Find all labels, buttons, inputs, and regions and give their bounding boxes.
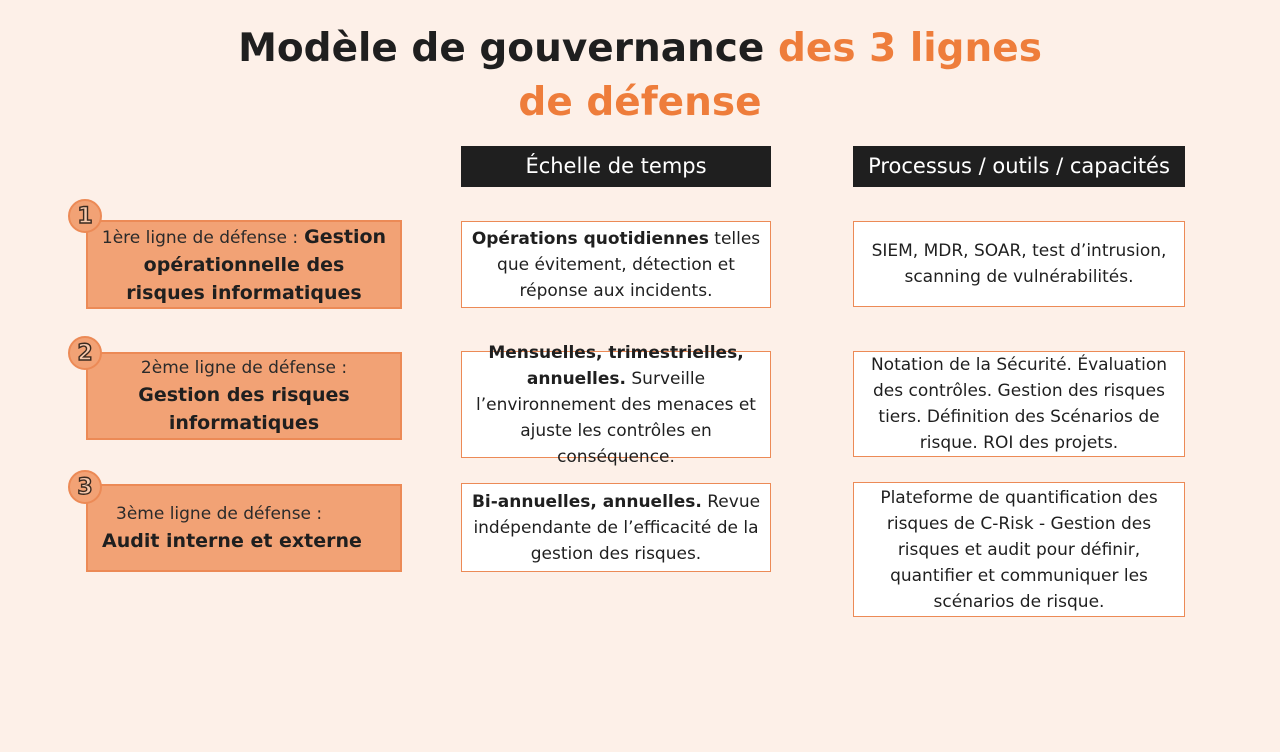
time-scale-bold-1: Opérations quotidiennes: [471, 228, 709, 249]
line-3-label: 3ème ligne de défense :: [116, 504, 323, 524]
time-scale-text-3: [468, 489, 764, 567]
column-header-time-scale: Échelle de temps: [461, 146, 771, 187]
number-badge-3: 3: [68, 470, 102, 504]
line-1-first-row: [96, 223, 392, 251]
process-cell-1: [853, 221, 1185, 307]
line-1-box: [86, 220, 402, 309]
column-header-processes: Processus / outils / capacités: [853, 146, 1185, 187]
process-cell-3: [853, 482, 1185, 617]
process-text-3: Plateforme de quantification des risques de C-Risk - Gestion des risques et audit pour définir, quantifier et communiquer les scénarios de risque.: [880, 487, 1158, 612]
time-scale-text-1: [468, 226, 764, 304]
time-scale-cell-3: [461, 483, 771, 572]
line-1-label: 1ère ligne de défense :: [101, 227, 299, 248]
time-scale-rest-1: telles que évitement, détection et réponse aux incidents.: [497, 228, 761, 301]
time-scale-bold-3: Bi-annuelles, annuelles.: [471, 491, 702, 512]
line-2-title: Gestion des risques informatiques: [138, 384, 350, 434]
line-3-title: Audit interne et externe: [102, 530, 362, 552]
number-badge-1: 1: [68, 199, 102, 233]
time-scale-cell-1: [461, 221, 771, 308]
line-2-label: 2ème ligne de défense :: [140, 358, 348, 378]
page-title: [0, 22, 1280, 130]
time-scale-cell-2: [461, 342, 771, 467]
line-2-box: [86, 352, 402, 440]
title-part-2: des 3 lignes: [777, 26, 1042, 71]
line-1-title-rest: opérationnelle des risques informatiques: [126, 253, 362, 304]
number-badge-2: 2: [68, 336, 102, 370]
time-scale-rest-2: Surveille l’environnement des menaces et ajuste les contrôles en conséquence.: [476, 368, 756, 467]
time-scale-bold-2: Mensuelles, trimestrielles, annuelles.: [488, 342, 744, 389]
process-text-1: SIEM, MDR, SOAR, test d’intrusion, scanning de vulnérabilités.: [871, 241, 1167, 287]
title-part-1: Modèle de gouvernance: [238, 26, 778, 71]
time-scale-text-2: [468, 340, 764, 470]
time-scale-rest-3: Revue indépendante de l’efficacité de la gestion des risques.: [473, 491, 761, 564]
title-part-3: de défense: [518, 80, 762, 125]
process-cell-2: [853, 351, 1185, 457]
line-1-title-start: Gestion: [304, 225, 387, 248]
process-text-2: Notation de la Sécurité. Évaluation des contrôles. Gestion des risques tiers. Définition des Scénarios de risque. ROI des projets.: [870, 355, 1168, 453]
line-3-box: [86, 484, 402, 572]
